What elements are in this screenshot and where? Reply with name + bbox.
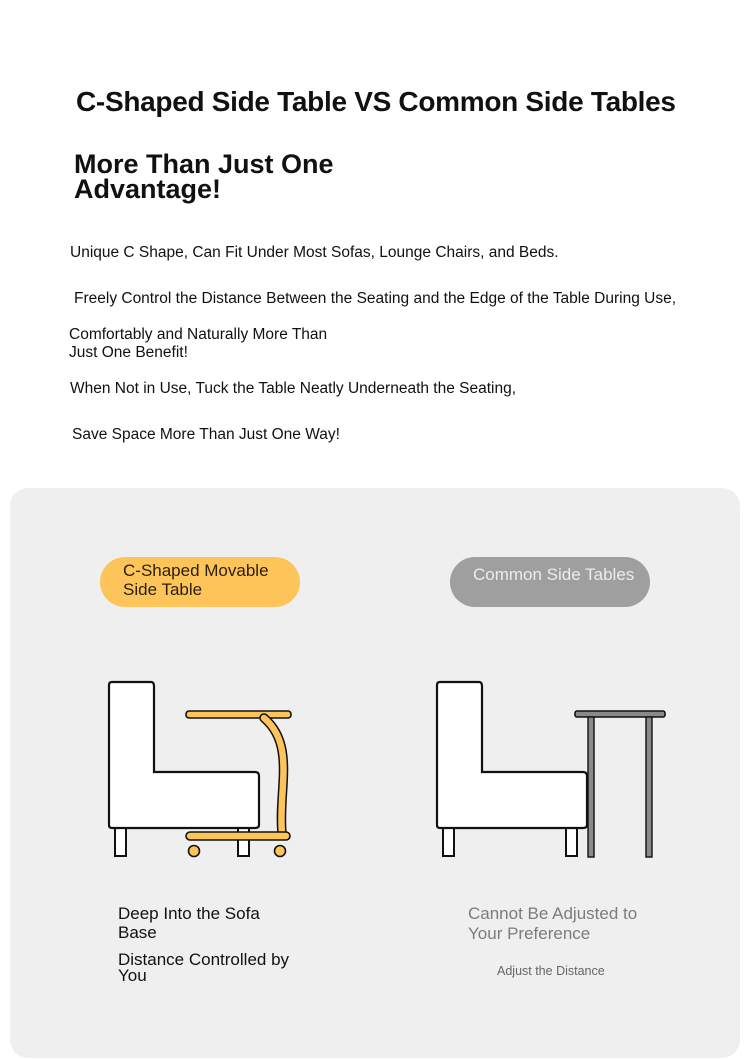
c-shaped-table-label: C-Shaped Movable Side Table (100, 557, 300, 607)
common-table-illustration (428, 675, 668, 865)
feature-text-1: Unique C Shape, Can Fit Under Most Sofas, Lounge Chairs, and Beds. (70, 244, 559, 261)
left-caption-2: Distance Controlled by You (118, 950, 290, 985)
right-caption-2: Adjust the Distance (497, 964, 605, 978)
feature-text-5: Save Space More Than Just One Way! (72, 426, 340, 443)
left-caption-1: Deep Into the Sofa Base (118, 904, 260, 942)
page-subtitle: More Than Just One Advantage! (74, 149, 334, 204)
c-shaped-table-illustration (100, 675, 300, 865)
common-table-label: Common Side Tables (450, 557, 650, 607)
right-caption-1: Cannot Be Adjusted to Your Preference (468, 904, 638, 943)
feature-text-2: Freely Control the Distance Between the Seating and the Edge of the Table During Use, (74, 290, 676, 307)
feature-text-4: When Not in Use, Tuck the Table Neatly Underneath the Seating, (70, 380, 517, 397)
feature-text-3: Comfortably and Naturally More Than Just One Benefit! (69, 326, 328, 361)
page-title: C-Shaped Side Table VS Common Side Tables (76, 86, 676, 117)
